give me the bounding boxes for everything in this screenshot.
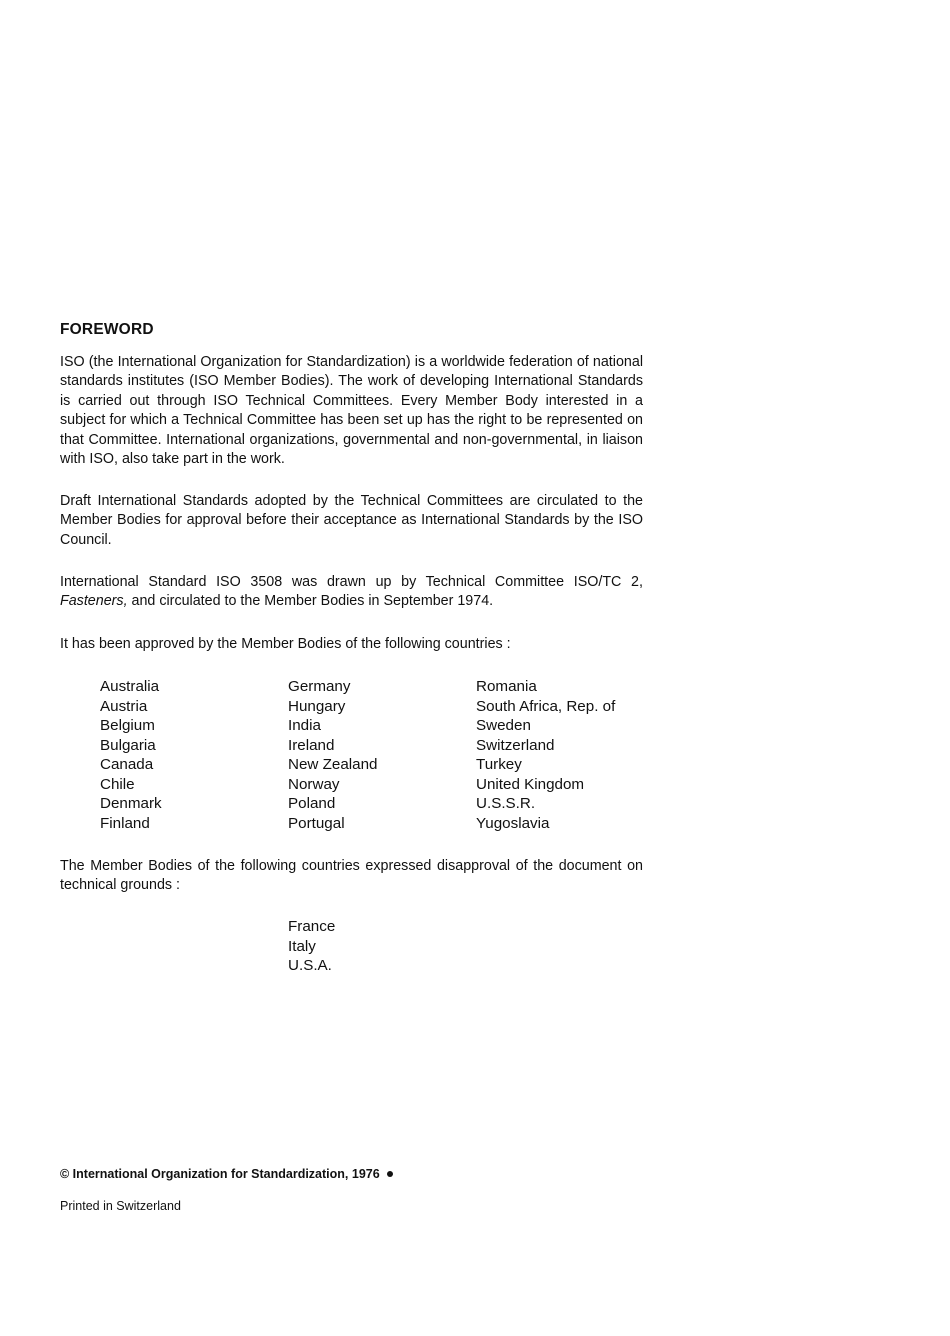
printed-location: Printed in Switzerland [60,1199,181,1213]
foreword-paragraph-draft-standards: Draft International Standards adopted by the Technical Committees are circulated to the Member Bodies for approval before their acceptance as International Standards by the ISO Council. [60,493,643,548]
copyright-notice [60,1167,393,1181]
paragraph3-text-after: and circulated to the Member Bodies in September 1974. [131,593,494,610]
country-item: Austria [100,697,148,715]
country-item: U.S.A. [288,957,332,974]
country-item: Sweden [476,717,531,734]
country-item: Turkey [476,756,522,773]
country-item: Germany [288,678,351,695]
country-item: Portugal [288,814,345,832]
country-item: Chile [100,775,135,793]
country-item: United Kingdom [476,775,585,793]
country-item: Belgium [100,717,155,734]
foreword-paragraph-disapproval: The Member Bodies of the following countries expressed disapproval of the document on technical grounds : [60,858,643,894]
country-item: Italy [288,937,316,955]
country-item: France [288,918,336,935]
approving-countries-column-3 [476,677,615,833]
country-item: Canada [100,756,154,773]
country-item: Denmark [100,795,162,812]
committee-title-fasteners: Fasteners, [60,593,128,610]
country-item: Switzerland [476,736,555,754]
foreword-paragraph-iso-3508 [60,573,643,612]
country-item: Finland [100,814,150,832]
country-item: U.S.S.R. [476,795,536,812]
country-item: South Africa, Rep. of [476,697,616,715]
disapproving-countries-list [288,917,335,976]
country-item: Romania [476,678,537,695]
country-item: Ireland [288,736,335,754]
country-item: Bulgaria [100,736,156,754]
paragraph3-text-before: International Standard ISO 3508 was drawn up by Technical Committee ISO/TC 2, [60,574,643,590]
copyright-text: © International Organization for Standardization, 1976 [60,1167,380,1181]
country-item: Yugoslavia [476,814,550,832]
approving-countries-column-1 [100,677,162,833]
bullet-icon [387,1171,393,1177]
country-item: New Zealand [288,756,378,773]
page-title: FOREWORD [60,321,154,338]
country-item: Hungary [288,697,346,715]
country-item: Norway [288,775,340,793]
foreword-paragraph-iso-intro: ISO (the International Organization for Standardization) is a worldwide federation of national standards institutes (ISO Member Bodies). The work of developing International Standards is carried out through ISO Technical Committees. Every Member Body interested in a subject for which a Technical Committee has been set up has the right to be represented on that Committee. International organizations, governmental and non-governmental, in liaison with ISO, also take part in the work. [60,354,643,468]
approving-countries-column-2 [288,677,378,833]
country-item: India [288,717,321,734]
country-item: Australia [100,678,160,695]
foreword-paragraph-approval: It has been approved by the Member Bodies of the following countries : [60,636,511,652]
country-item: Poland [288,795,336,812]
